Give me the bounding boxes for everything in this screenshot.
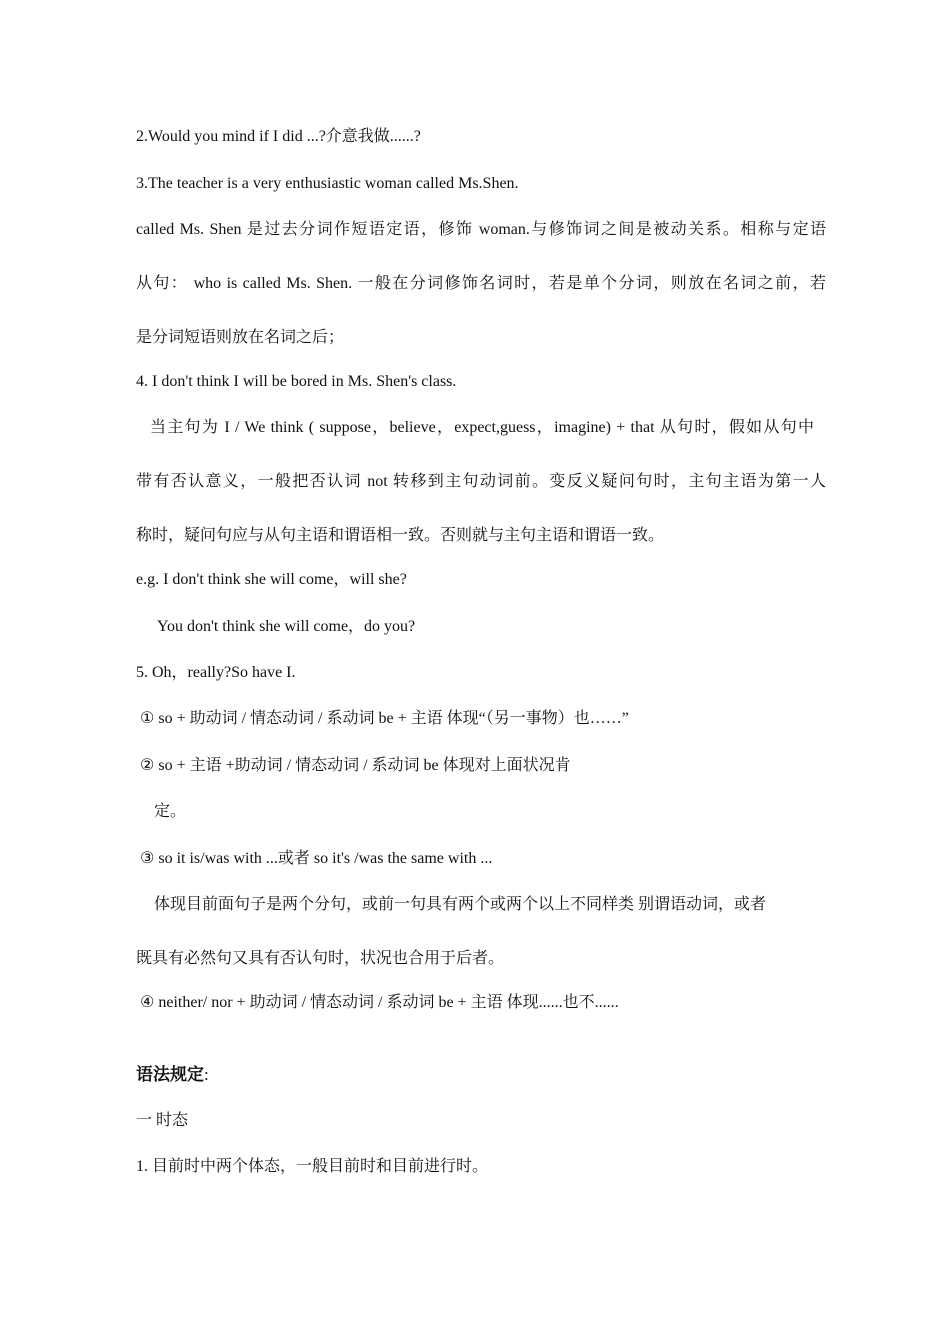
item-3: 3.The teacher is a very enthusiastic woman called Ms.Shen.: [136, 175, 519, 192]
item-5-rule-1: ① so + 助动词 / 情态动词 / 系动词 be + 主语 体现“（另一事物）也……”: [140, 710, 629, 727]
grammar-heading-text: 语法规定: [136, 1065, 204, 1084]
grammar-point-1: 1. 目前时中两个体态，一般目前时和目前进行时。: [136, 1158, 489, 1175]
item-3-note-line-2: 从句： who is called Ms. Shen. 一般在分词修饰名词时，若是单个分词，则放在名词之前，若: [136, 275, 826, 292]
item-5-rule-2: ② so + 主语 +助动词 / 情态动词 / 系动词 be 体现对上面状况肯: [140, 757, 571, 774]
item-5: 5. Oh，really?So have I.: [136, 664, 296, 681]
item-4: 4. I don't think I will be bored in Ms. Shen's class.: [136, 373, 457, 390]
grammar-section-1: 一 时态: [136, 1112, 189, 1129]
item-4-note-line-2: 带有否认意义，一般把否认词 not 转移到主句动词前。变反义疑问句时，主句主语为第一人: [136, 473, 826, 490]
item-5-rule-3: ③ so it is/was with ...或者 so it's /was the same with ...: [140, 850, 493, 867]
item-4-note-line-1: 当主句为 I / We think ( suppose，believe，expect,guess，imagine) + that 从句时，假如从句中: [150, 419, 814, 436]
item-5-rule-4: ④ neither/ nor + 助动词 / 情态动词 / 系动词 be + 主语 体现......也不......: [140, 994, 619, 1011]
item-4-example-2: You don't think she will come，do you?: [157, 618, 416, 635]
item-5-rule-3-note-line-2: 既具有必然句又具有否认句时，状况也合用于后者。: [136, 950, 505, 967]
item-5-rule-3-note-line-1: 体现目前面句子是两个分句，或前一句具有两个或两个以上不同样类 别谓语动词，或者: [154, 896, 767, 913]
item-3-note-line-1: called Ms. Shen 是过去分词作短语定语，修饰 woman.与修饰词之间是被动关系。相称与定语: [136, 221, 826, 238]
item-3-note-line-3: 是分词短语则放在名词之后；: [136, 329, 345, 346]
item-2: 2.Would you mind if I did ...?介意我做......?: [136, 128, 421, 145]
item-4-note-line-3: 称时，疑问句应与从句主语和谓语相一致。否则就与主句主语和谓语一致。: [136, 527, 665, 544]
grammar-heading-colon: :: [204, 1065, 209, 1084]
item-5-rule-2-continued: 定。: [154, 803, 187, 820]
item-4-example-1: e.g. I don't think she will come，will she?: [136, 571, 407, 588]
grammar-heading: [136, 1065, 826, 1085]
